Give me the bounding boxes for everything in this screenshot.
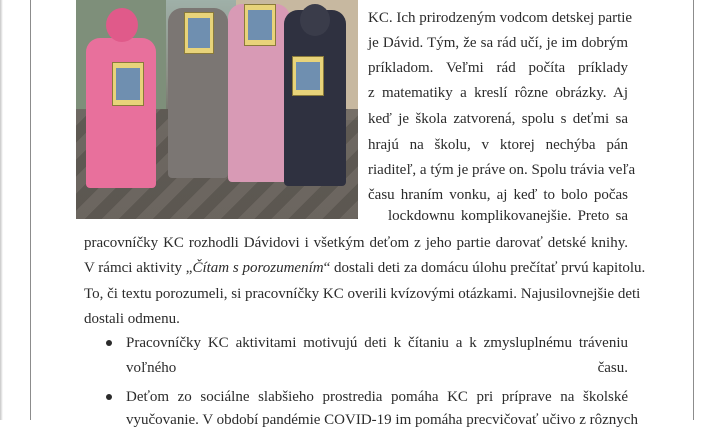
paragraph-line: keď je škola zatvorená, spolu s deťmi sa — [368, 111, 628, 127]
paragraph-line: príkladom. Veľmi rád počíta príklady — [368, 60, 628, 76]
child-figure — [284, 10, 346, 186]
paragraph-line: je Dávid. Tým, že sa rád učí, je im dobrým — [368, 35, 628, 51]
bullet-line: voľného času. — [126, 360, 628, 376]
bullet-dot — [106, 394, 112, 400]
scan-edge — [0, 0, 3, 420]
child-figure — [168, 8, 228, 178]
activity-text-after: “ dostali deti za domácu úlohu prečítať prvú kapitolu. — [323, 260, 646, 276]
paragraph-line: riaditeľ, a tým je práve on. Spolu trávia veľa — [368, 162, 636, 178]
paragraph-line: z matematiky a kreslí rôzne obrázky. Aj — [368, 85, 628, 101]
paragraph-line-activity — [84, 258, 646, 278]
paragraph-line: To, či textu porozumeli, si pracovníčky KC overili kvízovými otázkami. Najusilovnejšie deti — [84, 286, 641, 302]
activity-text-before: V rámci aktivity „ — [84, 260, 193, 276]
bullet-line: vyučovanie. V období pandémie COVID-19 im pomáha precvičovať učivo z rôznych — [126, 412, 638, 428]
bullet-dot — [106, 340, 112, 346]
paragraph-line: pracovníčky KC rozhodli Dávidovi i všetkým deťom z jeho partie darovať detské knihy. — [84, 235, 628, 251]
paragraph-line: KC. Ich prirodzeným vodcom detskej partie — [368, 10, 633, 26]
child-figure — [228, 4, 290, 182]
child-figure — [86, 38, 156, 188]
paragraph-line: dostali odmenu. — [84, 311, 180, 327]
activity-title: Čítam s porozumením — [192, 260, 324, 276]
paragraph-line: lockdownu komplikovanejšie. Preto sa — [388, 208, 628, 224]
paragraph-line: času hraním vonku, aj keď to bolo počas — [368, 187, 628, 203]
paragraph-line: hrajú na školu, v ktorej nechýba pán — [368, 137, 628, 153]
children-holding-books-photo — [76, 0, 358, 219]
bullet-line: Pracovníčky KC aktivitami motivujú deti k čítaniu a k zmysluplnému tráveniu — [126, 335, 628, 351]
page-border-left — [30, 0, 31, 420]
page-border-right — [693, 0, 694, 420]
bullet-line: Deťom zo sociálne slabšieho prostredia pomáha KC pri príprave na školské — [126, 389, 628, 405]
